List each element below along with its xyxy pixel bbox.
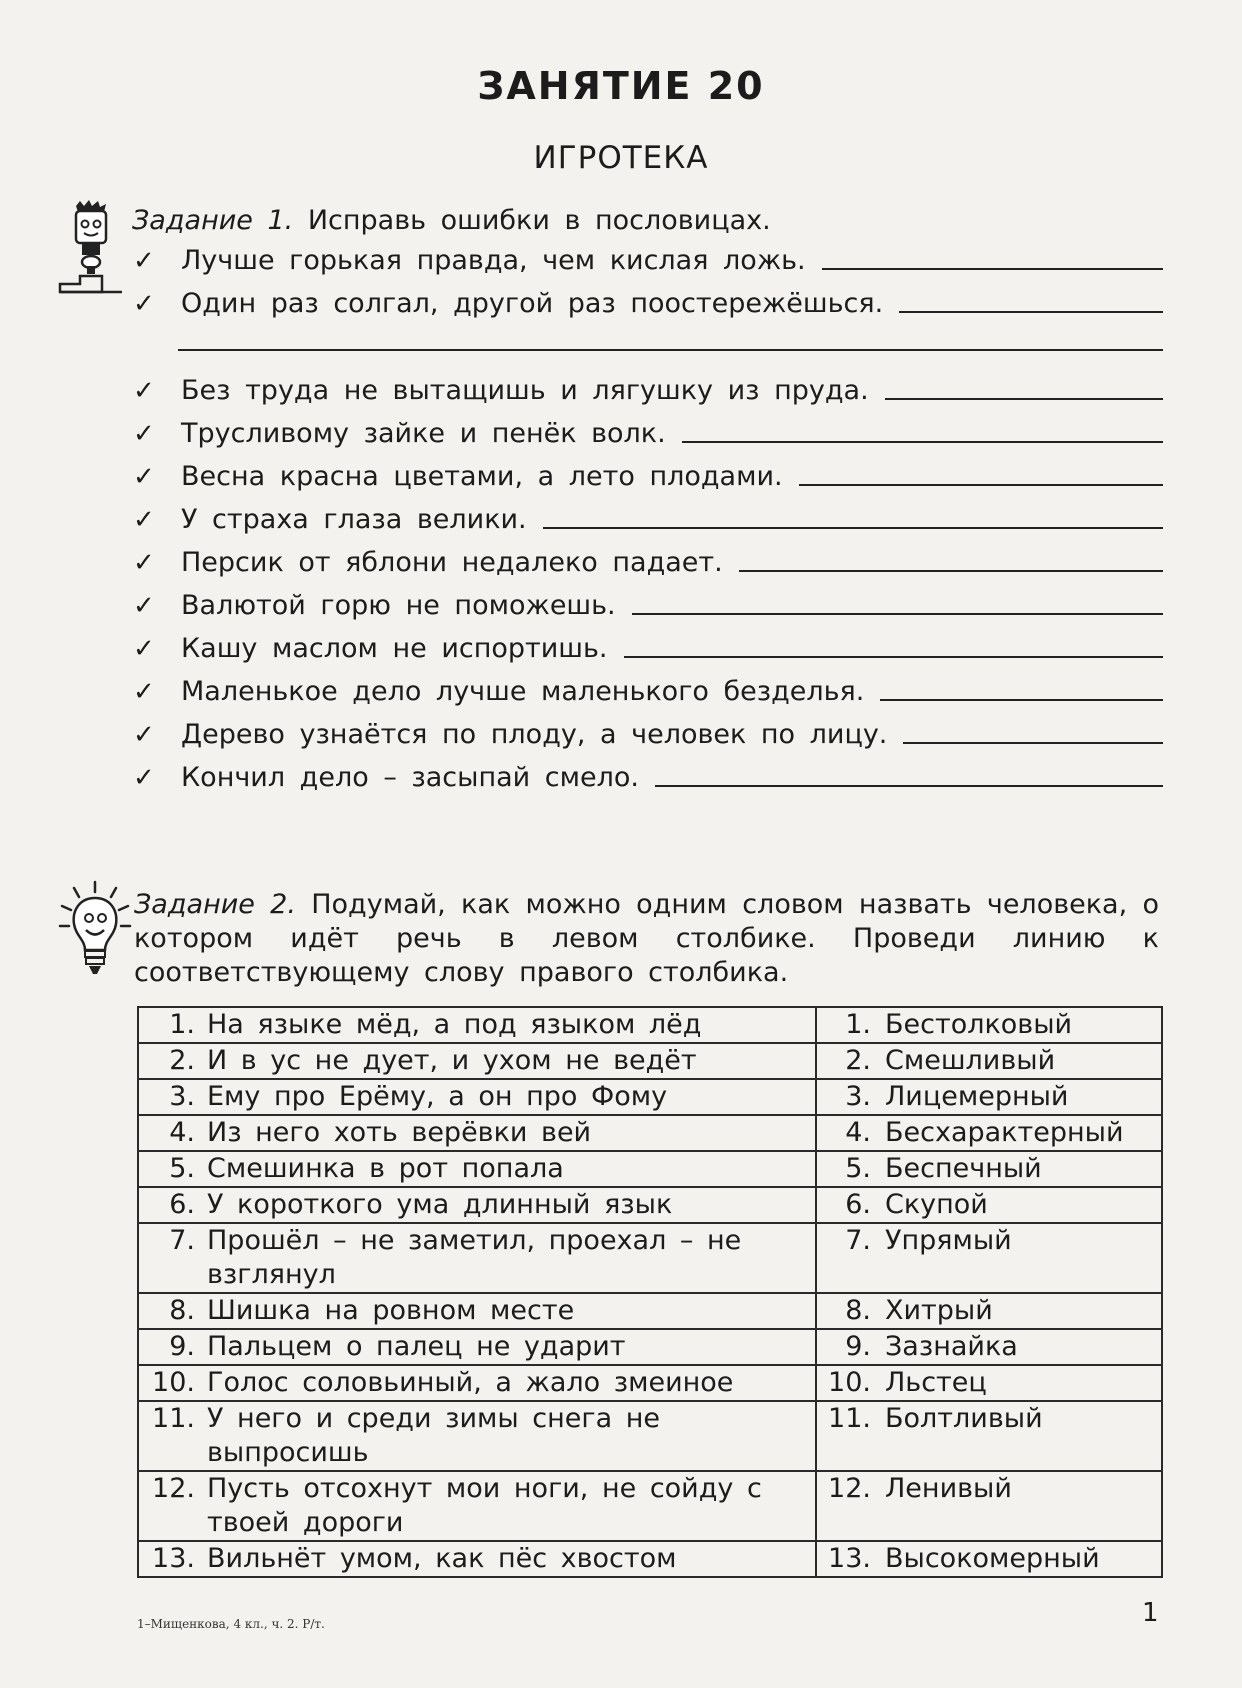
word-text: Высокомерный xyxy=(885,1543,1100,1574)
row-number: 10. xyxy=(152,1367,195,1398)
check-mark-icon: ✓ xyxy=(133,634,155,664)
word-number: 8. xyxy=(845,1295,871,1326)
lesson-title: ЗАНЯТИЕ 20 xyxy=(477,64,765,108)
proverb-row xyxy=(133,757,1163,793)
word-text: Лицемерный xyxy=(885,1081,1069,1112)
check-mark-icon: ✓ xyxy=(133,720,155,750)
word-number: 2. xyxy=(845,1045,871,1076)
left-cell[interactable] xyxy=(138,1187,816,1223)
left-cell[interactable] xyxy=(138,1365,816,1401)
table-row xyxy=(138,1043,1162,1079)
left-cell[interactable] xyxy=(138,1471,816,1541)
table-row xyxy=(138,1115,1162,1151)
left-cell[interactable] xyxy=(138,1329,816,1365)
saying-text: У него и среди зимы снега не выпросишь xyxy=(207,1403,660,1468)
row-number: 4. xyxy=(169,1117,195,1148)
table-row xyxy=(138,1541,1162,1577)
task1-instruction: Исправь ошибки в пословицах. xyxy=(307,205,771,236)
answer-line[interactable] xyxy=(799,483,1163,486)
proverb-text: Трусливому зайке и пенёк волк. xyxy=(181,418,666,449)
left-cell[interactable] xyxy=(138,1007,816,1043)
word-number: 13. xyxy=(828,1543,871,1574)
saying-text: Голос соловьиный, а жало змеиное xyxy=(207,1367,734,1398)
check-mark-icon: ✓ xyxy=(133,677,155,707)
word-number: 11. xyxy=(828,1403,871,1434)
task1-label: Задание 1. xyxy=(132,205,294,236)
proverb-row xyxy=(133,456,1163,492)
answer-line[interactable] xyxy=(899,310,1163,313)
check-mark-icon: ✓ xyxy=(133,419,155,449)
answer-line[interactable] xyxy=(885,397,1163,400)
saying-text: Пусть отсохнут мои ноги, не сойду с твоей дороги xyxy=(207,1473,762,1538)
row-number: 5. xyxy=(169,1153,195,1184)
word-number: 4. xyxy=(845,1117,871,1148)
saying-text: Смешинка в рот попала xyxy=(207,1153,564,1184)
proverb-text: Маленькое дело лучше маленького безделья. xyxy=(181,676,865,707)
proverb-text: Один раз солгал, другой раз поостережёшься. xyxy=(181,288,884,319)
answer-line[interactable] xyxy=(682,440,1163,443)
row-number: 7. xyxy=(169,1225,195,1256)
row-number: 3. xyxy=(169,1081,195,1112)
right-cell[interactable] xyxy=(816,1471,1162,1541)
right-cell[interactable] xyxy=(816,1151,1162,1187)
answer-line[interactable] xyxy=(655,784,1163,787)
check-mark-icon: ✓ xyxy=(133,462,155,492)
table-row xyxy=(138,1151,1162,1187)
right-cell[interactable] xyxy=(816,1365,1162,1401)
task2-instruction: Подумай, как можно одним словом назвать человека, о котором идёт речь в левом столбике. Проведи линию к соответствующему слову правого столбика. xyxy=(134,889,1159,988)
lightbulb-icon xyxy=(58,880,132,980)
table-row xyxy=(138,1471,1162,1541)
check-mark-icon: ✓ xyxy=(133,763,155,793)
word-number: 12. xyxy=(828,1473,871,1504)
answer-line[interactable] xyxy=(880,698,1163,701)
page-number: 1 xyxy=(1142,1598,1159,1628)
right-cell[interactable] xyxy=(816,1079,1162,1115)
word-text: Упрямый xyxy=(885,1225,1012,1256)
proverb-row xyxy=(133,542,1163,578)
footer-note: 1–Мищенкова, 4 кл., ч. 2. Р/т. xyxy=(137,1617,325,1631)
right-cell[interactable] xyxy=(816,1115,1162,1151)
section-title: ИГРОТЕКА xyxy=(533,140,709,176)
row-number: 13. xyxy=(152,1543,195,1574)
table-row xyxy=(138,1007,1162,1043)
proverb-row xyxy=(133,283,1163,319)
check-mark-icon: ✓ xyxy=(133,246,155,276)
table-row xyxy=(138,1223,1162,1293)
proverb-row xyxy=(133,628,1163,664)
saying-text: Из него хоть верёвки вей xyxy=(207,1117,592,1148)
left-cell[interactable] xyxy=(138,1541,816,1577)
table-row xyxy=(138,1187,1162,1223)
proverb-row xyxy=(133,370,1163,406)
saying-text: И в ус не дует, и ухом не ведёт xyxy=(207,1045,697,1076)
word-text: Скупой xyxy=(885,1189,988,1220)
saying-text: Ему про Ерёму, а он про Фому xyxy=(207,1081,668,1112)
row-number: 11. xyxy=(152,1403,195,1434)
proverb-text: Дерево узнаётся по плоду, а человек по лицу. xyxy=(181,719,888,750)
word-number: 5. xyxy=(845,1153,871,1184)
right-cell[interactable] xyxy=(816,1007,1162,1043)
word-number: 3. xyxy=(845,1081,871,1112)
left-cell[interactable] xyxy=(138,1293,816,1329)
word-text: Беспечный xyxy=(885,1153,1042,1184)
proverb-text: Валютой горю не поможешь. xyxy=(181,590,616,621)
table-row xyxy=(138,1329,1162,1365)
right-cell[interactable] xyxy=(816,1293,1162,1329)
right-cell[interactable] xyxy=(816,1223,1162,1293)
proverb-row xyxy=(133,499,1163,535)
table-row xyxy=(138,1293,1162,1329)
row-number: 2. xyxy=(169,1045,195,1076)
check-mark-icon: ✓ xyxy=(133,548,155,578)
right-cell[interactable] xyxy=(816,1043,1162,1079)
left-cell[interactable] xyxy=(138,1401,816,1471)
row-number: 6. xyxy=(169,1189,195,1220)
word-text: Зазнайка xyxy=(885,1331,1018,1362)
left-cell[interactable] xyxy=(138,1115,816,1151)
task2-label: Задание 2. xyxy=(134,889,296,920)
word-text: Хитрый xyxy=(885,1295,993,1326)
answer-line[interactable] xyxy=(822,267,1163,270)
right-cell[interactable] xyxy=(816,1541,1162,1577)
proverb-row xyxy=(133,413,1163,449)
saying-text: На языке мёд, а под языком лёд xyxy=(207,1009,702,1040)
check-mark-icon: ✓ xyxy=(133,289,155,319)
word-number: 1. xyxy=(845,1009,871,1040)
word-text: Бесхарактерный xyxy=(885,1117,1124,1148)
right-cell[interactable] xyxy=(816,1187,1162,1223)
proverb-text: Лучше горькая правда, чем кислая ложь. xyxy=(181,245,806,276)
left-cell[interactable] xyxy=(138,1151,816,1187)
table-row xyxy=(138,1401,1162,1471)
left-cell[interactable] xyxy=(138,1043,816,1079)
word-number: 7. xyxy=(845,1225,871,1256)
answer-line[interactable] xyxy=(543,526,1163,529)
proverb-text: Без труда не вытащишь и лягушку из пруда. xyxy=(181,375,869,406)
right-cell[interactable] xyxy=(816,1401,1162,1471)
saying-text: Вильнёт умом, как пёс хвостом xyxy=(207,1543,677,1574)
word-number: 6. xyxy=(845,1189,871,1220)
row-number: 9. xyxy=(169,1331,195,1362)
left-cell[interactable] xyxy=(138,1079,816,1115)
right-cell[interactable] xyxy=(816,1329,1162,1365)
table-row xyxy=(138,1365,1162,1401)
answer-line[interactable] xyxy=(632,612,1163,615)
proverb-text: Персик от яблони недалеко падает. xyxy=(181,547,723,578)
answer-line[interactable] xyxy=(903,741,1163,744)
table-row xyxy=(138,1079,1162,1115)
proverb-row xyxy=(133,671,1163,707)
proverb-text: Кончил дело – засыпай смело. xyxy=(181,762,639,793)
student-on-steps-icon xyxy=(58,200,124,296)
left-cell[interactable] xyxy=(138,1223,816,1293)
task2-heading xyxy=(134,888,1159,990)
saying-text: Прошёл – не заметил, проехал – не взглянул xyxy=(207,1225,742,1290)
word-text: Болтливый xyxy=(885,1403,1043,1434)
answer-line[interactable] xyxy=(739,569,1163,572)
proverb-text: У страха глаза велики. xyxy=(181,504,527,535)
check-mark-icon: ✓ xyxy=(133,505,155,535)
proverb-text: Кашу маслом не испортишь. xyxy=(181,633,608,664)
check-mark-icon: ✓ xyxy=(133,591,155,621)
matching-table xyxy=(137,1006,1163,1578)
word-text: Ленивый xyxy=(885,1473,1012,1504)
row-number: 1. xyxy=(169,1009,195,1040)
word-number: 10. xyxy=(828,1367,871,1398)
answer-line[interactable] xyxy=(178,349,1163,351)
row-number: 12. xyxy=(152,1473,195,1504)
word-text: Бестолковый xyxy=(885,1009,1073,1040)
proverb-row xyxy=(133,714,1163,750)
word-text: Смешливый xyxy=(885,1045,1056,1076)
saying-text: У короткого ума длинный язык xyxy=(207,1189,673,1220)
task1-heading xyxy=(132,204,771,238)
saying-text: Шишка на ровном месте xyxy=(207,1295,575,1326)
word-number: 9. xyxy=(845,1331,871,1362)
row-number: 8. xyxy=(169,1295,195,1326)
check-mark-icon: ✓ xyxy=(133,376,155,406)
word-text: Льстец xyxy=(885,1367,987,1398)
saying-text: Пальцем о палец не ударит xyxy=(207,1331,626,1362)
proverb-row xyxy=(133,240,1163,276)
proverb-text: Весна красна цветами, а лето плодами. xyxy=(181,461,783,492)
answer-line[interactable] xyxy=(624,655,1164,658)
proverb-row xyxy=(133,585,1163,621)
